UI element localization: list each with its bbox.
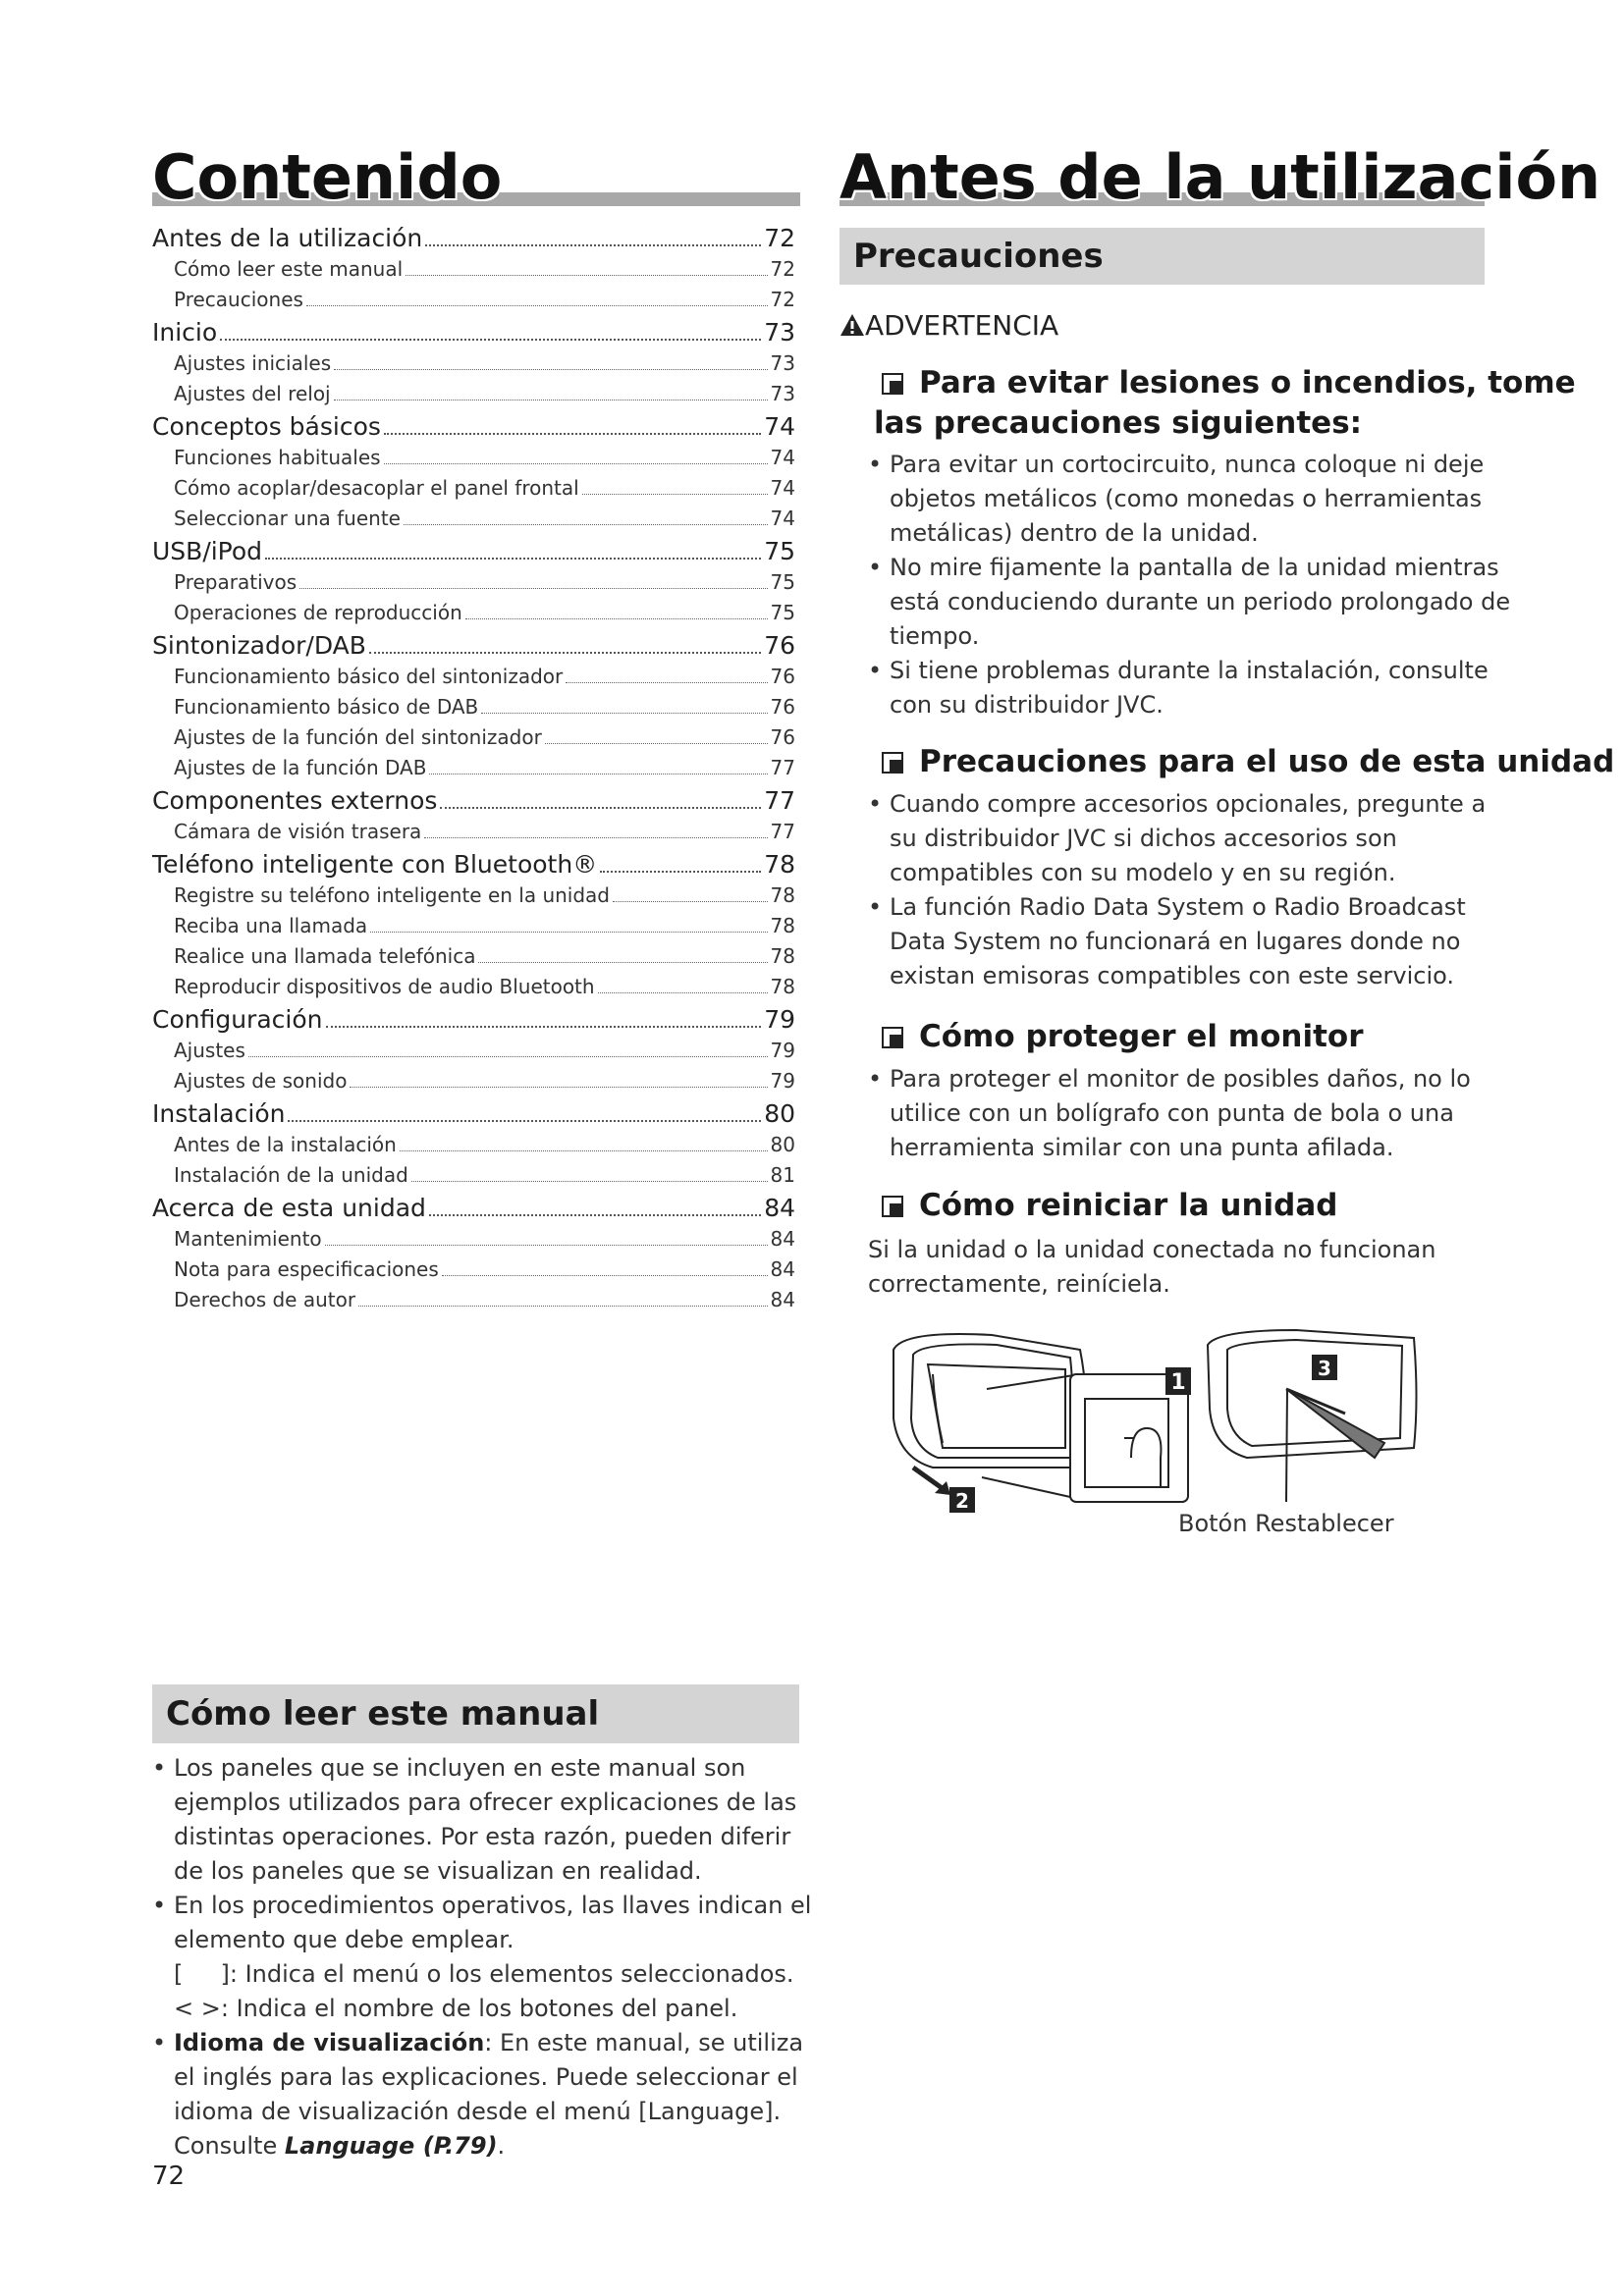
toc-subentry[interactable] <box>152 1257 795 1288</box>
toc-entry-title: Seleccionar una fuente <box>174 507 401 530</box>
toc-subentry[interactable] <box>152 476 795 507</box>
step-3-badge <box>1312 1355 1337 1380</box>
sub1-heading-line1: Para evitar lesiones o incendios, tome <box>919 365 1576 400</box>
toc-entry-page: 72 <box>764 224 795 252</box>
contenido-title: Contenido <box>152 141 503 213</box>
toc-entry-title: Ajustes del reloj <box>174 382 331 405</box>
reset-figure <box>874 1320 1463 1517</box>
toc-subentry[interactable] <box>152 1069 795 1099</box>
toc-subentry[interactable] <box>152 883 795 914</box>
toc-dot-leader <box>370 932 767 933</box>
sub2-bullet-2-text: La función Radio Data System o Radio Broadcast Data System no funcionará en lugares donde no existan emisoras compatibles con este servicio. <box>890 893 1466 989</box>
toc-entry-title: Cámara de visión trasera <box>174 820 422 843</box>
toc-subentry[interactable] <box>152 507 795 537</box>
toc-subentry[interactable] <box>152 1039 795 1069</box>
toc-subentry[interactable] <box>152 601 795 631</box>
toc-dot-leader <box>384 463 768 464</box>
toc-subentry[interactable] <box>152 725 795 756</box>
toc-entry-title: Realice una llamada telefónica <box>174 944 476 968</box>
section-square-icon <box>882 752 903 774</box>
toc-entry-title: Acerca de esta unidad <box>152 1194 426 1222</box>
toc-dot-leader <box>288 1120 761 1122</box>
toc-entry-page: 79 <box>770 1069 795 1093</box>
toc-entry-title: Ajustes <box>174 1039 245 1062</box>
toc-entry[interactable] <box>152 412 795 446</box>
toc-dot-leader <box>404 524 768 525</box>
warning-icon <box>839 313 865 337</box>
toc-dot-leader <box>334 369 767 370</box>
sub3-heading <box>882 1017 1364 1057</box>
toc-dot-leader <box>545 743 768 744</box>
toc-entry-page: 78 <box>770 883 795 907</box>
sub4-heading <box>882 1186 1337 1226</box>
toc-entry[interactable] <box>152 1099 795 1133</box>
toc-entry-title: Operaciones de reproducción <box>174 601 462 624</box>
table-of-contents <box>152 224 795 1318</box>
sub1-bullet-3-text: Si tiene problemas durante la instalación, consulte con su distribuidor JVC. <box>890 657 1489 719</box>
toc-entry-page: 80 <box>764 1099 795 1128</box>
toc-subentry[interactable] <box>152 1133 795 1163</box>
toc-subentry[interactable] <box>152 257 795 288</box>
sub4-text: Si la unidad o la unidad conectada no funcionan correctamente, reiníciela. <box>868 1236 1436 1298</box>
toc-entry-title: Funcionamiento básico del sintonizador <box>174 665 564 688</box>
toc-entry-title: Instalación <box>152 1099 286 1128</box>
manual-bullet-1 <box>152 1751 817 1889</box>
toc-entry[interactable] <box>152 631 795 665</box>
sub2-heading <box>882 742 1614 782</box>
toc-dot-leader <box>442 1275 768 1276</box>
toc-dot-leader <box>598 992 768 993</box>
toc-entry[interactable] <box>152 537 795 570</box>
manual-bullet-3-text: : En este manual, se utiliza el inglés para las explicaciones. Puede seleccionar el idioma de visualización desde el menú [Language]. Consulte <box>174 2029 804 2160</box>
toc-entry-title: Ajustes de sonido <box>174 1069 348 1093</box>
sub1-bullet-1 <box>868 448 1518 551</box>
toc-subentry[interactable] <box>152 975 795 1005</box>
toc-entry[interactable] <box>152 850 795 883</box>
toc-dot-leader <box>265 558 761 560</box>
manual-bracket-line-1: [ ]: Indica el menú o los elementos seleccionados. <box>174 1960 794 1988</box>
toc-entry-title: Sintonizador/DAB <box>152 631 366 660</box>
toc-entry-page: 78 <box>764 850 795 879</box>
precauciones-heading: Precauciones <box>839 228 1485 285</box>
reset-pointer-line <box>1286 1389 1287 1502</box>
toc-entry-page: 73 <box>764 318 795 347</box>
toc-entry-title: Antes de la utilización <box>152 224 423 252</box>
toc-dot-leader <box>326 1026 762 1028</box>
toc-dot-leader <box>425 244 761 246</box>
toc-dot-leader <box>613 901 768 902</box>
toc-entry-title: Precauciones <box>174 288 303 311</box>
toc-entry-page: 77 <box>764 786 795 815</box>
sub1-bullet-1-text: Para evitar un cortocircuito, nunca coloque ni deje objetos metálicos (como monedas o herramientas metálicas) dentro de la unidad. <box>890 451 1485 547</box>
toc-entry-title: Nota para especificaciones <box>174 1257 439 1281</box>
toc-subentry[interactable] <box>152 1227 795 1257</box>
toc-entry-page: 79 <box>770 1039 795 1062</box>
toc-dot-leader <box>600 871 761 873</box>
toc-entry-title: Teléfono inteligente con Bluetooth® <box>152 850 598 879</box>
manual-bracket-line-2: < >: Indica el nombre de los botones del panel. <box>174 1995 738 2022</box>
section-square-icon <box>882 373 903 395</box>
warning <box>839 309 1058 342</box>
step-2-badge <box>949 1487 975 1513</box>
toc-dot-leader <box>478 962 767 963</box>
toc-entry-page: 75 <box>770 570 795 594</box>
toc-dot-leader <box>248 1056 768 1057</box>
toc-entry-page: 74 <box>764 412 795 441</box>
toc-entry-page: 74 <box>770 507 795 530</box>
toc-entry-title: Preparativos <box>174 570 298 594</box>
toc-entry-page: 76 <box>770 725 795 749</box>
step-1-badge <box>1165 1367 1191 1395</box>
toc-entry-page: 77 <box>770 756 795 779</box>
toc-entry-page: 84 <box>770 1227 795 1251</box>
toc-dot-leader <box>582 494 768 495</box>
step-2-label: 2 <box>955 1489 969 1513</box>
toc-dot-leader <box>369 652 761 654</box>
toc-entry-page: 76 <box>770 695 795 719</box>
toc-entry-page: 73 <box>770 382 795 405</box>
toc-dot-leader <box>306 305 768 306</box>
pen-icon <box>1286 1389 1384 1458</box>
figure-caption: Botón Restablecer <box>1178 1510 1394 1537</box>
page-number: 72 <box>152 2162 186 2191</box>
toc-entry-title: Ajustes de la función del sintonizador <box>174 725 542 749</box>
toc-entry-page: 78 <box>770 944 795 968</box>
toc-subentry[interactable] <box>152 914 795 944</box>
toc-subentry[interactable] <box>152 695 795 725</box>
toc-entry-page: 75 <box>764 537 795 565</box>
zoom-inset <box>982 1374 1188 1502</box>
toc-entry-title: Conceptos básicos <box>152 412 381 441</box>
toc-subentry[interactable] <box>152 944 795 975</box>
toc-subentry[interactable] <box>152 756 795 786</box>
toc-entry-title: Ajustes iniciales <box>174 351 332 375</box>
sub1-bullet-2-text: No mire fijamente la pantalla de la unidad mientras está conduciendo durante un periodo prolongado de tiempo. <box>890 554 1511 650</box>
manual-bullet-1-text: Los paneles que se incluyen en este manual son ejemplos utilizados para ofrecer explicaciones de las distintas operaciones. Por esta razón, pueden diferir de los paneles que se visualizan en realidad. <box>174 1754 797 1885</box>
toc-dot-leader <box>400 1150 768 1151</box>
warning-label: ADVERTENCIA <box>865 309 1059 342</box>
toc-subentry[interactable] <box>152 820 795 850</box>
toc-subentry[interactable] <box>152 665 795 695</box>
unit-illustration-left <box>893 1334 1087 1468</box>
manual-language-link[interactable]: Language (P.79) <box>284 2132 498 2160</box>
toc-entry-title: Antes de la instalación <box>174 1133 397 1156</box>
toc-dot-leader <box>440 807 761 809</box>
toc-dot-leader <box>481 713 767 714</box>
toc-dot-leader <box>358 1306 767 1307</box>
toc-entry-title: Cómo leer este manual <box>174 257 404 281</box>
toc-entry-page: 80 <box>770 1133 795 1156</box>
toc-subentry[interactable] <box>152 1163 795 1194</box>
sub1-heading-cont: las precauciones siguientes: <box>874 405 1363 441</box>
toc-entry-page: 84 <box>764 1194 795 1222</box>
toc-dot-leader <box>220 339 761 341</box>
toc-entry-title: Derechos de autor <box>174 1288 356 1311</box>
sub2-bullet-1 <box>868 787 1518 890</box>
manual-bullet-2 <box>152 1889 817 1957</box>
toc-entry-title: Ajustes de la función DAB <box>174 756 427 779</box>
toc-entry-page: 74 <box>770 446 795 469</box>
toc-entry-page: 78 <box>770 975 795 998</box>
sub3-bullet-1 <box>868 1062 1518 1165</box>
toc-subentry[interactable] <box>152 446 795 476</box>
toc-entry-page: 78 <box>770 914 795 937</box>
toc-entry-title: Configuración <box>152 1005 323 1034</box>
toc-entry-page: 72 <box>770 257 795 281</box>
toc-dot-leader <box>350 1087 767 1088</box>
sub1-bullet-2 <box>868 551 1518 654</box>
toc-dot-leader <box>429 1214 761 1216</box>
section-square-icon <box>882 1027 903 1048</box>
toc-entry-page: 79 <box>764 1005 795 1034</box>
toc-entry[interactable] <box>152 1005 795 1039</box>
toc-dot-leader <box>465 618 768 619</box>
toc-entry[interactable] <box>152 786 795 820</box>
toc-entry-title: Registre su teléfono inteligente en la unidad <box>174 883 611 907</box>
toc-entry-page: 74 <box>770 476 795 500</box>
toc-entry-page: 73 <box>770 351 795 375</box>
sub1-heading <box>882 363 1576 403</box>
toc-dot-leader <box>566 682 767 683</box>
toc-entry-title: Inicio <box>152 318 218 347</box>
toc-entry-page: 84 <box>770 1288 795 1311</box>
step-3-label: 3 <box>1318 1357 1331 1380</box>
sub1-bullet-3 <box>868 654 1518 722</box>
toc-dot-leader <box>406 275 767 276</box>
sub2-bullet-2 <box>868 890 1518 993</box>
sub2-bullet-1-text: Cuando compre accesorios opcionales, pregunte a su distribuidor JVC si dichos accesorios son compatibles con su modelo y en su región. <box>890 790 1487 886</box>
toc-entry-page: 75 <box>770 601 795 624</box>
toc-entry-title: Funcionamiento básico de DAB <box>174 695 479 719</box>
toc-entry[interactable] <box>152 1194 795 1227</box>
antes-title: Antes de la utilización <box>839 141 1601 213</box>
unit-illustration-right <box>1208 1330 1417 1458</box>
manual-heading: Cómo leer este manual <box>152 1684 799 1743</box>
toc-entry-page: 76 <box>770 665 795 688</box>
toc-dot-leader <box>411 1181 768 1182</box>
toc-dot-leader <box>325 1245 768 1246</box>
toc-entry-page: 77 <box>770 820 795 843</box>
toc-entry-page: 84 <box>770 1257 795 1281</box>
toc-entry-title: Reciba una llamada <box>174 914 368 937</box>
manual-bullet-3-label: Idioma de visualización <box>174 2029 485 2056</box>
section-square-icon <box>882 1196 903 1217</box>
toc-entry-title: Mantenimiento <box>174 1227 322 1251</box>
toc-entry-title: Cómo acoplar/desacoplar el panel frontal <box>174 476 579 500</box>
toc-entry-page: 76 <box>764 631 795 660</box>
toc-subentry[interactable] <box>152 288 795 318</box>
toc-entry-title: Reproducir dispositivos de audio Bluetooth <box>174 975 595 998</box>
toc-subentry[interactable] <box>152 382 795 412</box>
toc-subentry[interactable] <box>152 1288 795 1318</box>
manual-bullet-3 <box>152 2026 817 2163</box>
step-1-label: 1 <box>1170 1370 1186 1395</box>
sub3-heading-text: Cómo proteger el monitor <box>919 1019 1364 1054</box>
toc-subentry[interactable] <box>152 351 795 382</box>
sub3-bullet-1-text: Para proteger el monitor de posibles daños, no lo utilice con un bolígrafo con punta de bola o una herramienta similar con una punta afilada. <box>890 1065 1471 1161</box>
toc-dot-leader <box>424 837 767 838</box>
toc-dot-leader <box>299 588 767 589</box>
toc-entry-title: Funciones habituales <box>174 446 381 469</box>
toc-entry-title: Instalación de la unidad <box>174 1163 408 1187</box>
toc-entry-page: 72 <box>770 288 795 311</box>
toc-entry[interactable] <box>152 224 795 257</box>
manual-bullet-2-text: En los procedimientos operativos, las llaves indican el elemento que debe emplear. <box>174 1892 812 1953</box>
sub4-heading-text: Cómo reiniciar la unidad <box>919 1188 1338 1223</box>
toc-entry-page: 81 <box>770 1163 795 1187</box>
toc-entry-title: USB/iPod <box>152 537 263 565</box>
toc-dot-leader <box>384 433 761 435</box>
toc-subentry[interactable] <box>152 570 795 601</box>
toc-entry[interactable] <box>152 318 795 351</box>
sub2-heading-text: Precauciones para el uso de esta unidad <box>919 744 1615 779</box>
manual-bullet-3-end: . <box>497 2132 506 2160</box>
toc-entry-title: Componentes externos <box>152 786 438 815</box>
